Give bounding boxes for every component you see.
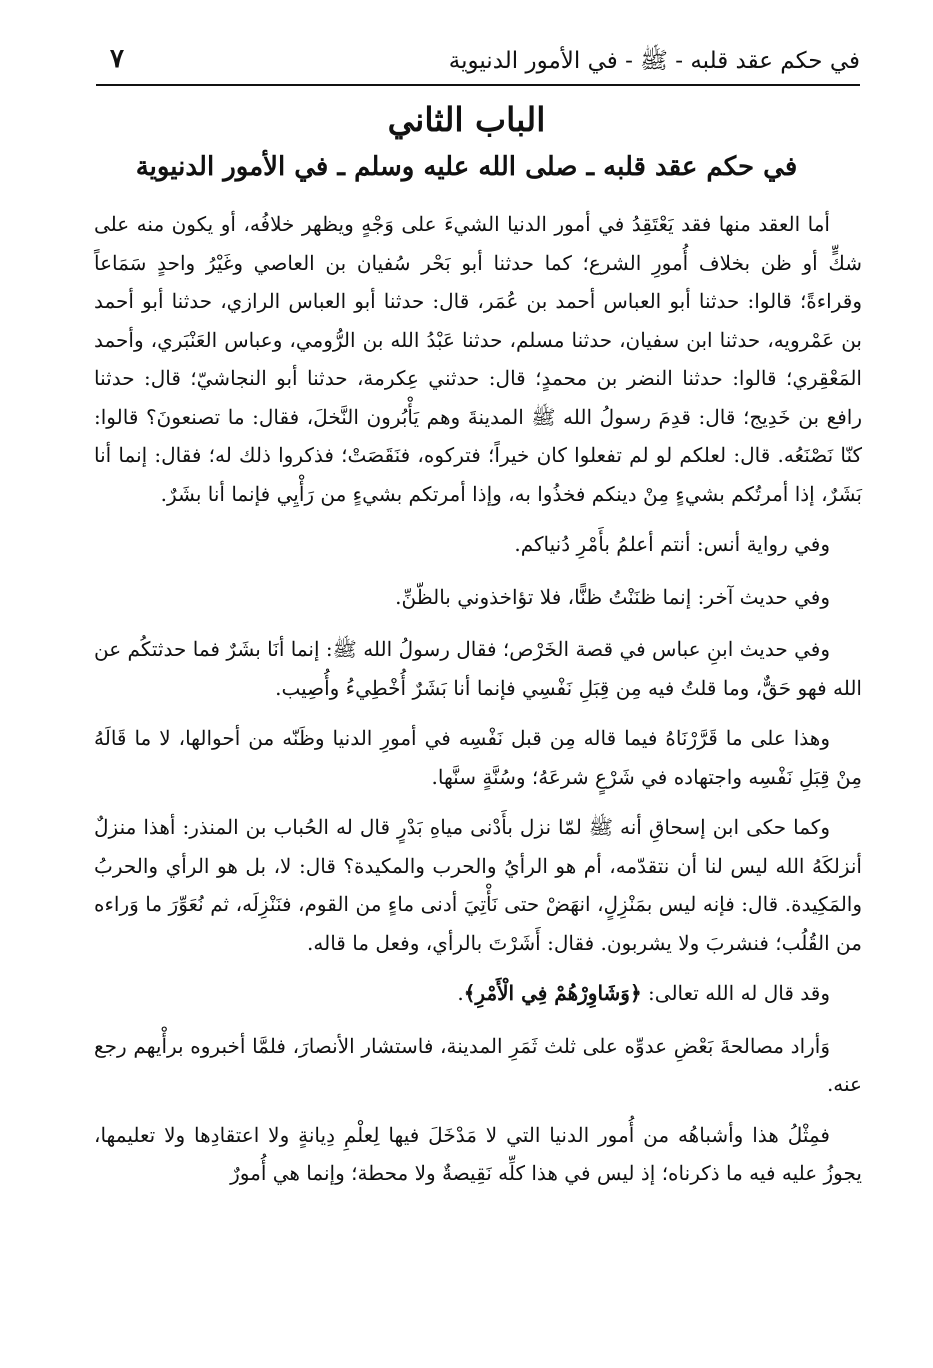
chapter-title: الباب الثاني xyxy=(387,100,546,139)
quran-verse: ﴿وَشَاوِرْهُمْ فِي الْأَمْرِ﴾ xyxy=(463,981,642,1005)
page-number: ٧ xyxy=(110,44,124,74)
running-title: في حكم عقد قلبه - ﷺ - في الأمور الدنيوية xyxy=(448,48,860,74)
paragraph-hadith-rafi: أما العقد منها فقد يَعْتَقِدُ في أمور الدنيا الشيءَ على وَجْهٍ ويظهر خلافُه، أو يكون منه على شكٍّ أو ظن بخلاف أُمورِ الشرع؛ كما حدثنا أبو بَحْر سُفيان بن العاصي وغَيْرُ واحدٍ سَمَاعاً وقراءةً؛ قالوا: حدثنا أبو العباس أحمد بن عُمَر، قال: حدثنا أبو العباس الرازي، حدثنا أبو أحمد بن عَمْرويه، حدثنا ابن سفيان، حدثنا مسلم، حدثنا عَبْدُ الله بن الرُّومي، وعباس العَنْبَري، وأحمد المَعْقِري؛ قالوا: حدثنا النضر بن محمدٍ؛ قال: حدثني عِكرمة، حدثنا أبو النجاشيّ؛ قال: حدثنا رافع بن خَدِيج؛ قال: قدِمَ رسولُ الله ﷺ المدينةَ وهم يَأْبُرون النَّخلَ، فقال: ما تصنعونَ؟ قالوا: كنّا نَصْنَعُه. قال: لعلكم لو لم تفعلوا كان خيراً؛ فتركوه، فنَقَصَتْ؛ فذكروا ذلك له؛ فقال: إنما أنا بَشَرٌ، إذا أمرتُكم بشيءٍ مِنْ دينكم فخذُوا به، وإذا أمرتكم بشيءٍ من رَأْيِي فإنما أنا بشَرٌ. xyxy=(94,212,862,506)
chapter-subtitle: في حكم عقد قلبه ـ صلى الله عليه وسلم ـ في الأمور الدنيوية xyxy=(135,152,798,182)
paragraph-conclusion: فمِثْلُ هذا وأشباهُه من أُمور الدنيا التي لا مَدْخَلَ فيها لِعلْمِ دِيانةٍ ولا اعتقادِها ولا تعليمها، يجوزُ عليه فيه ما ذكرناه؛ إذ ليس في هذا كلِّه نَقِيصةٌ ولا محطة؛ وإنما هي أُمورٌ xyxy=(94,1122,862,1185)
paragraph-badr: وكما حكى ابن إسحاقِ أنه ﷺ لمّا نزل بأَدْنى مياهِ بَدْرٍ قال له الحُباب بن المنذر: أهذا منزلٌ أنزلكَهُ الله ليس لنا أن نتقدّمه، أم هو الرأيُ والحرب والمكيدة؟ قال: لا، بل هو الرأي والحربُ والمَكِيدة. قال: فإنه ليس بمَنْزِلٍ، انهَضْ حتى نَأْتِيَ أدنى ماءٍ من القوم، فنَنْزِلَه، ثم نُعَوِّرَ ما وَراءه من القُلُب؛ فنشربَ ولا يشربون. فقال: أَشَرْتَ بالرأي، وفعل ما قاله. xyxy=(94,815,862,955)
paragraph-ansar: وَأراد مصالحةَ بَعْضِ عدوِّه على ثلث ثَمَرِ المدينة، فاستشار الأنصارَ، فلمَّا أخبروه برأْيهم رجع عنه. xyxy=(94,1033,862,1096)
quran-period: . xyxy=(457,981,464,1005)
paragraph-ibn-abbas: وفي حديث ابنِ عباس في قصة الخَرْص؛ فقال رسولُ الله ﷺ: إنما أنَا بشَرٌ فما حدثتكُم عن الله فهو حَقٌّ، وما قلتُ فيه مِن قِبَلِ نَفْسِي فإنما أنا بَشَرٌ أُخْطِيءُ وأُصِيب. xyxy=(94,637,862,700)
paragraph-other-hadith: وفي حديث آخر: إنما ظنَنْتُ ظنًّا، فلا تؤاخذوني بالظّنِّ. xyxy=(395,584,830,609)
paragraph-explanation: وهذا على ما قَرَّرْنَاهُ فيما قاله مِن قبل نَفْسِه في أمورِ الدنيا وظَنّه من أحوالها، لا ما قَالَهُ مِنْ قِبَلِ نَفْسِه واجتهاده في شَرْعٍ شرعَهُ؛ وسُنَّةٍ سنَّها. xyxy=(94,726,862,789)
page-header xyxy=(96,40,860,86)
paragraph-quran xyxy=(94,974,862,1013)
quran-intro: وقد قال له الله تعالى: xyxy=(648,981,830,1005)
paragraph-anas: وفي رواية أنس: أنتم أعلمُ بأَمْرِ دُنياكم. xyxy=(514,532,830,556)
page-body xyxy=(94,205,862,1205)
